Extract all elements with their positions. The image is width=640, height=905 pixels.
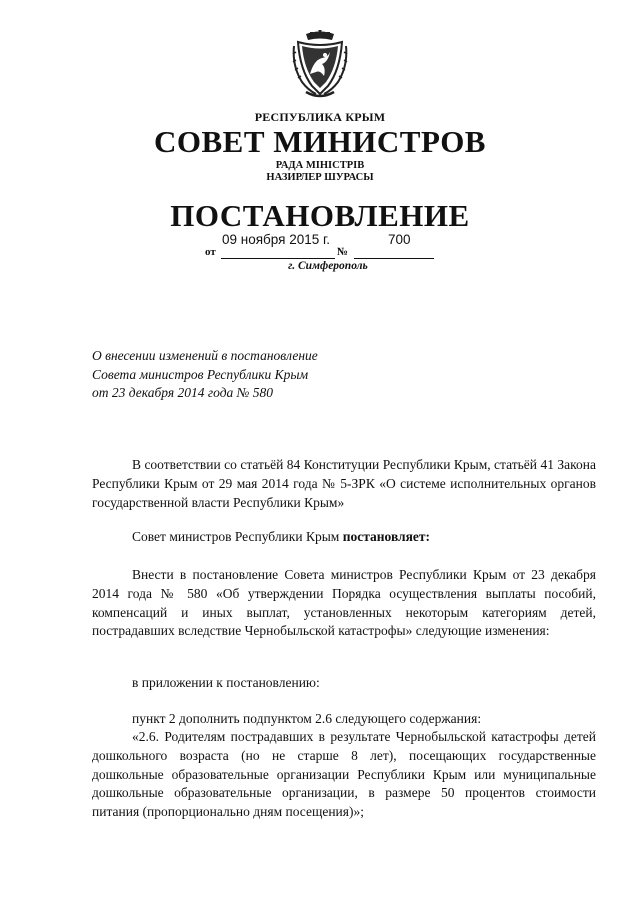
republic-title: РЕСПУБЛИКА КРЫМ — [254, 110, 386, 124]
document-date: 09 ноября 2015 г. — [222, 232, 330, 247]
date-underline — [221, 258, 335, 259]
point-2-paragraph: пункт 2 дополнить подпунктом 2.6 следующего содержания: — [132, 711, 482, 726]
decree-paragraph — [92, 528, 596, 547]
subject-line: от 23 декабря 2014 года № 580 — [92, 385, 273, 400]
number-label: № — [337, 246, 349, 258]
document-subject — [92, 347, 412, 403]
city-label: г. Симферополь — [288, 260, 368, 272]
decree-prefix: Совет министров Республики Крым — [132, 529, 343, 544]
council-title-tatar: НАЗИРЛЕР ШУРАСЫ — [266, 172, 374, 183]
document-type-title: ПОСТАНОВЛЕНИЕ — [170, 198, 470, 233]
number-underline — [354, 258, 434, 259]
subject-line: О внесении изменений в постановление — [92, 348, 318, 363]
decree-keyword: постановляет: — [342, 529, 431, 544]
amendment-paragraph: Внести в постановление Совета министров Республики Крым от 23 декабря 2014 года № 580 «Об утверждении Порядка осуществления выплаты пособий, компенсаций и иных выплат, установленных некоторым категориям детей, пострадавших вследствие Чернобыльской катастрофы» следующие изменения: — [92, 567, 596, 639]
preamble-paragraph: В соответствии со статьёй 84 Конституции Республики Крым, статьёй 41 Закона Республики Крым от 29 мая 2014 года № 5-ЗРК «О системе исполнительных органов государственной власти Республики Крым» — [92, 457, 596, 510]
crimea-coat-of-arms-icon — [292, 30, 348, 100]
document-number: 700 — [388, 232, 411, 247]
subpoint-2-6-paragraph: «2.6. Родителям пострадавших в результате Чернобыльской катастрофы детей дошкольного возраста (но не старше 8 лет), посещающих государственные дошкольные образовательные организации Республики Крым или муниципальные дошкольные образовательные организации, в размере 50 процентов стоимости питания (пропорционально дням посещения)»; — [92, 729, 596, 820]
council-title: СОВЕТ МИНИСТРОВ — [154, 124, 486, 159]
date-number-row — [0, 232, 640, 262]
subject-line: Совета министров Республики Крым — [92, 366, 309, 382]
date-label: от — [205, 246, 216, 258]
council-title-ukrainian: РАДА МІНІСТРІВ — [275, 160, 365, 171]
annex-paragraph: в приложении к постановлению: — [132, 675, 320, 690]
